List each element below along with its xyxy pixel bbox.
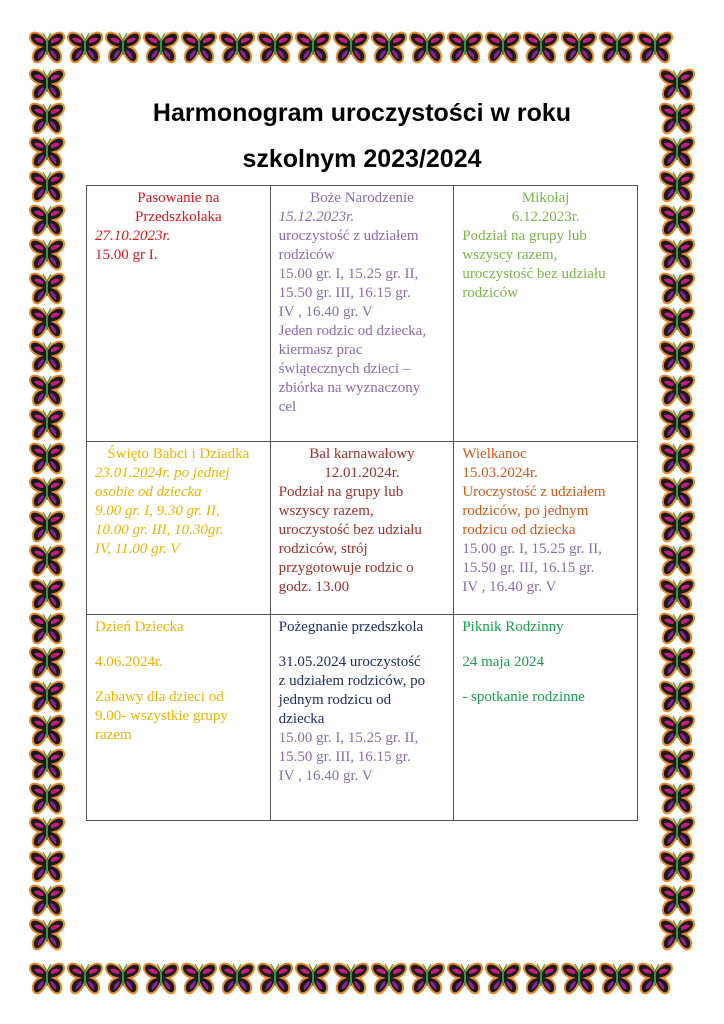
butterfly-icon	[256, 962, 294, 996]
event-line: 9.00 gr. I, 9.30 gr. II,	[95, 503, 220, 519]
butterfly-icon	[28, 578, 66, 612]
butterfly-icon	[658, 918, 696, 952]
butterfly-icon	[598, 31, 636, 65]
event-date: 6.12.2023r.	[511, 209, 580, 225]
butterfly-icon	[658, 238, 696, 272]
butterfly-icon	[560, 962, 598, 996]
butterfly-icon	[28, 782, 66, 816]
event-name: Dzień Dziecka	[95, 619, 184, 635]
butterfly-icon	[658, 612, 696, 646]
event-line: razem	[95, 727, 132, 743]
butterfly-icon	[598, 962, 636, 996]
cell-pozegnanie	[270, 615, 454, 821]
event-time: 15.00 gr I.	[95, 247, 158, 263]
event-name: Mikołaj	[521, 190, 570, 206]
event-line: z udziałem rodziców, po	[278, 673, 426, 689]
event-date: 24 maja 2024	[462, 654, 544, 670]
butterfly-icon	[28, 272, 66, 306]
butterfly-icon	[658, 884, 696, 918]
cell-mikolaj	[454, 186, 638, 442]
butterfly-icon	[218, 962, 256, 996]
table-row	[87, 615, 638, 821]
butterfly-icon	[142, 962, 180, 996]
event-line: rodzicu od dziecka	[462, 522, 576, 538]
butterfly-icon	[484, 962, 522, 996]
butterfly-icon	[104, 962, 142, 996]
butterfly-icon	[484, 31, 522, 65]
butterfly-icon	[28, 442, 66, 476]
butterfly-icon	[446, 31, 484, 65]
butterfly-icon	[28, 850, 66, 884]
butterfly-border-right	[658, 68, 696, 952]
butterfly-icon	[636, 31, 674, 65]
butterfly-icon	[28, 918, 66, 952]
event-line: Podział na grupy lub	[462, 228, 587, 244]
butterfly-border-left	[28, 68, 66, 952]
butterfly-icon	[180, 31, 218, 65]
butterfly-icon	[560, 31, 598, 65]
cell-bal-karnawalowy	[270, 442, 454, 615]
butterfly-icon	[658, 782, 696, 816]
butterfly-icon	[658, 680, 696, 714]
event-name: Pożegnanie przedszkola	[278, 619, 424, 635]
event-line: zbiórka na wyznaczony	[278, 380, 421, 396]
butterfly-icon	[332, 31, 370, 65]
butterfly-icon	[28, 136, 66, 170]
butterfly-icon	[28, 962, 66, 996]
butterfly-icon	[658, 102, 696, 136]
butterfly-icon	[28, 102, 66, 136]
event-line: kiermasz prac	[278, 342, 363, 358]
event-line: 15.50 gr. III, 16.15 gr.	[278, 749, 411, 765]
butterfly-icon	[294, 962, 332, 996]
event-line: 15.00 gr. I, 15.25 gr. II,	[278, 730, 419, 746]
event-line: cel	[278, 399, 297, 415]
cell-boze-narodzenie	[270, 186, 454, 442]
butterfly-icon	[658, 748, 696, 782]
butterfly-icon	[28, 476, 66, 510]
butterfly-icon	[658, 850, 696, 884]
event-line: uroczystość z udziałem	[278, 228, 419, 244]
butterfly-icon	[658, 374, 696, 408]
butterfly-border-top	[28, 31, 674, 65]
butterfly-icon	[218, 31, 256, 65]
event-line: IV, 11.00 gr. V	[95, 541, 180, 557]
cell-dzien-dziecka	[87, 615, 271, 821]
butterfly-icon	[522, 962, 560, 996]
event-line: uroczystość bez udziału	[462, 266, 606, 282]
butterfly-icon	[446, 962, 484, 996]
event-date: 27.10.2023r.	[95, 228, 171, 244]
butterfly-icon	[28, 544, 66, 578]
event-line: IV , 16.40 gr. V	[462, 579, 557, 595]
event-line: 15.50 gr. III, 16.15 gr.	[278, 285, 411, 301]
event-line: 15.00 gr. I, 15.25 gr. II,	[462, 541, 602, 557]
event-line: Podział na grupy lub	[278, 484, 404, 500]
event-line: 15.50 gr. III, 16.15 gr.	[462, 560, 595, 576]
butterfly-icon	[658, 578, 696, 612]
butterfly-icon	[658, 272, 696, 306]
event-line: jednym rodzicu od	[278, 692, 392, 708]
event-name: Bal karnawałowy	[309, 446, 415, 462]
event-line: rodziców, strój	[278, 541, 368, 557]
event-line: Jeden rodzic od dziecka,	[278, 323, 427, 339]
butterfly-icon	[658, 442, 696, 476]
title-line-2: szkolnym 2023/2024	[242, 145, 482, 173]
event-line: Uroczystość z udziałem	[462, 484, 606, 500]
butterfly-icon	[66, 962, 104, 996]
event-line: wszyscy razem,	[278, 503, 374, 519]
butterfly-icon	[658, 408, 696, 442]
event-line: 9.00- wszystkie grupy	[95, 708, 228, 724]
butterfly-icon	[658, 476, 696, 510]
event-line: 31.05.2024 uroczystość	[278, 654, 421, 670]
butterfly-icon	[370, 31, 408, 65]
cell-wielkanoc	[454, 442, 638, 615]
table-row	[87, 442, 638, 615]
schedule-table	[86, 185, 638, 821]
butterfly-icon	[658, 204, 696, 238]
event-line: IV , 16.40 gr. V	[278, 768, 373, 784]
butterfly-icon	[180, 962, 218, 996]
butterfly-icon	[658, 544, 696, 578]
title-line-1: Harmonogram uroczystości w roku	[152, 99, 572, 127]
table-row	[87, 186, 638, 442]
event-name-2: Przedszkolaka	[135, 209, 222, 225]
butterfly-icon	[66, 31, 104, 65]
event-line: świątecznych dzieci –	[278, 361, 411, 377]
event-line: 10.00 gr. III, 10.30gr.	[95, 522, 224, 538]
event-line: wszyscy razem,	[462, 247, 558, 263]
event-line: 23.01.2024r. po jednej	[95, 465, 230, 481]
event-date: 15.12.2023r.	[278, 209, 355, 225]
event-name: Piknik Rodzinny	[462, 619, 564, 635]
butterfly-icon	[658, 170, 696, 204]
butterfly-icon	[28, 170, 66, 204]
event-date: 4.06.2024r.	[95, 654, 163, 670]
event-line: 15.00 gr. I, 15.25 gr. II,	[278, 266, 419, 282]
butterfly-icon	[28, 408, 66, 442]
butterfly-icon	[28, 374, 66, 408]
event-line: rodziców, po jednym	[462, 503, 589, 519]
event-line: dziecka	[278, 711, 325, 727]
butterfly-icon	[28, 68, 66, 102]
butterfly-icon	[28, 680, 66, 714]
butterfly-icon	[28, 306, 66, 340]
butterfly-icon	[658, 510, 696, 544]
butterfly-icon	[658, 816, 696, 850]
butterfly-border-bottom	[28, 962, 674, 996]
butterfly-icon	[332, 962, 370, 996]
butterfly-icon	[28, 748, 66, 782]
event-name: Święto Babci i Dziadka	[107, 446, 250, 462]
event-name: Pasowanie na	[137, 190, 220, 206]
butterfly-icon	[522, 31, 560, 65]
butterfly-icon	[28, 340, 66, 374]
cell-piknik	[454, 615, 638, 821]
butterfly-icon	[408, 31, 446, 65]
butterfly-icon	[28, 238, 66, 272]
butterfly-icon	[142, 31, 180, 65]
event-line: IV , 16.40 gr. V	[278, 304, 373, 320]
butterfly-icon	[28, 646, 66, 680]
butterfly-icon	[370, 962, 408, 996]
event-line: - spotkanie rodzinne	[462, 689, 585, 705]
butterfly-icon	[658, 646, 696, 680]
butterfly-icon	[28, 816, 66, 850]
butterfly-icon	[658, 306, 696, 340]
event-line: godz. 13.00	[278, 579, 350, 595]
butterfly-icon	[658, 136, 696, 170]
butterfly-icon	[104, 31, 142, 65]
butterfly-icon	[294, 31, 332, 65]
butterfly-icon	[636, 962, 674, 996]
event-name: Wielkanoc	[462, 446, 527, 462]
event-line: osobie od dziecka	[95, 484, 202, 500]
butterfly-icon	[256, 31, 294, 65]
butterfly-icon	[28, 612, 66, 646]
event-date: 12.01.2024r.	[324, 465, 400, 481]
event-line: Zabawy dla dzieci od	[95, 689, 224, 705]
page-title	[90, 90, 634, 182]
butterfly-icon	[28, 204, 66, 238]
butterfly-icon	[658, 714, 696, 748]
event-line: rodziców	[278, 247, 335, 263]
butterfly-icon	[408, 962, 446, 996]
butterfly-icon	[28, 884, 66, 918]
cell-pasowanie	[87, 186, 271, 442]
event-line: rodziców	[462, 285, 519, 301]
event-line: przygotowuje rodzic o	[278, 560, 414, 576]
cell-swieto-babci	[87, 442, 271, 615]
butterfly-icon	[28, 714, 66, 748]
butterfly-icon	[658, 340, 696, 374]
butterfly-icon	[658, 68, 696, 102]
butterfly-icon	[28, 510, 66, 544]
event-date: 15.03.2024r.	[462, 465, 538, 481]
butterfly-icon	[28, 31, 66, 65]
event-line: uroczystość bez udziału	[278, 522, 422, 538]
event-name: Boże Narodzenie	[310, 190, 414, 206]
